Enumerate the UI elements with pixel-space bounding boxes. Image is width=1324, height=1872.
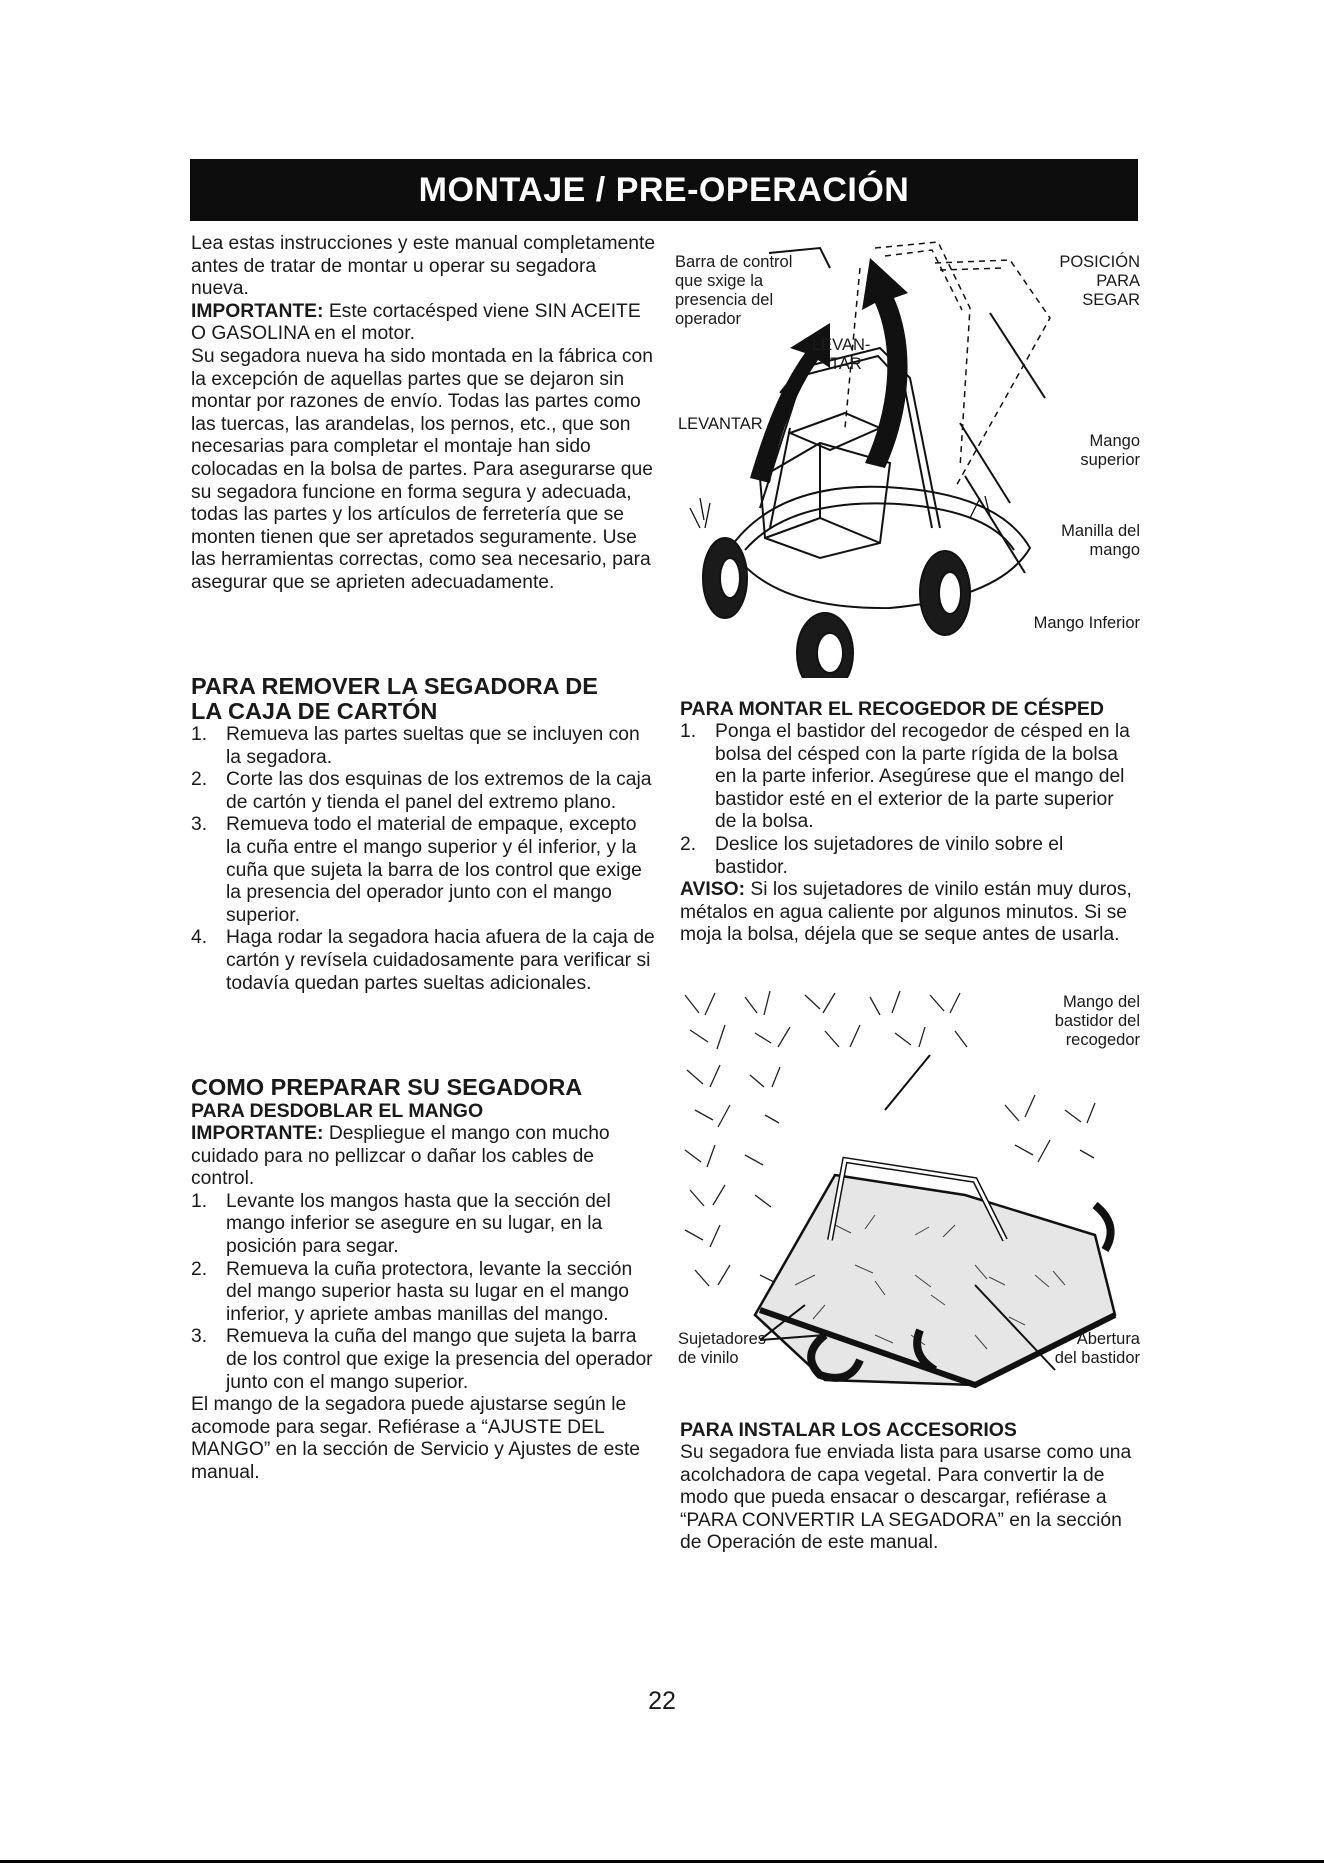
intro-important <box>191 301 656 346</box>
step-number: 2. <box>191 769 208 791</box>
step-number: 4. <box>191 927 208 949</box>
step-text: Remueva todo el material de empaque, excepto la cuña entre el mango superior y él inferior, y la cuña que sujeta la barra de los control que exige la presencia del operador junto con el mango superior. <box>226 814 642 926</box>
label-line: recogedor <box>1065 1031 1140 1049</box>
label-line: bastidor del <box>1054 1012 1140 1030</box>
notice-label: AVISO: <box>680 879 745 901</box>
notice-text: Si los sujetadores de vinilo están muy duros, métalos en agua caliente por algunos minutos. Si se moja la bolsa, déjela que se seque antes de usarla. <box>680 879 1132 946</box>
list-item <box>680 721 1140 834</box>
catcher-heading: PARA MONTAR EL RECOGEDOR DE CÉSPED <box>680 698 1104 720</box>
list-item <box>191 769 656 814</box>
important-label: IMPORTANTE: <box>191 300 324 322</box>
upper-handle-label <box>1080 432 1140 470</box>
step-number: 2. <box>191 1258 208 1280</box>
label-line: Mango del <box>1062 993 1140 1011</box>
accessories-text: Su segadora fue enviada lista para usarse como una acolchadora de capa vegetal. Para convertir la de modo que pueda ensacar o descargar, refiérase a “PARA CONVERTIR LA SEGADORA” en la sección de Operación de este manual. <box>680 1442 1132 1554</box>
important-text: Este cortacésped viene SIN ACEITE O GASOLINA en el motor. <box>191 300 641 345</box>
list-item <box>191 1259 656 1327</box>
accessories-heading: PARA INSTALAR LOS ACCESORIOS <box>680 1419 1017 1441</box>
frame-opening-label <box>1055 1330 1140 1368</box>
label-line: de vinilo <box>678 1349 739 1367</box>
intro-assembly-paragraph: Su segadora nueva ha sido montada en la fábrica con la excepción de aquellas partes que se dejaron sin montar por razones de envío. Todas las partes como las tuercas, las arandelas, los pernos, etc., que son necesarias para completar el montaje han sido colocadas en la bolsa de partes. Para asegurarse que su segadora funcione en forma segura y adecuada, todas las partes y los artículos de ferretería que se monten tienen que ser apretados seguramente. Use las herramientas correctas, como sea necesario, para asegurar que se aprieten adecuadamente. <box>191 345 653 593</box>
label-line: superior <box>1080 451 1140 469</box>
step-text: Corte las dos esquinas de los extremos de la caja de cartón y tienda el panel del extremo plano. <box>226 769 652 813</box>
label-line: Mango <box>1089 432 1140 450</box>
section-banner: MONTAJE / PRE-OPERACIÓN <box>190 159 1138 221</box>
step-text: Haga rodar la segadora hacia afuera de la caja de cartón y revísela cuidadosamente para verificar si todavía quedan partes sueltas adicionales. <box>226 927 655 994</box>
step-number: 1. <box>191 724 208 745</box>
catcher-notice <box>680 879 1140 947</box>
lift-label-lower: LEVANTAR <box>678 415 763 433</box>
intro-paragraph: Lea estas instrucciones y este manual completamente antes de tratar de montar u operar su segadora nueva. <box>191 233 656 300</box>
prepare-closing: El mango de la segadora puede ajustarse según le acomode para segar. Refiérase a “AJUSTE DEL MANGO” en la sección de Servicio y Ajustes de este manual. <box>191 1394 641 1483</box>
important-text: Despliegue el mango con mucho cuidado para no pellizcar o dañar los cables de control. <box>191 1123 610 1190</box>
label-line: PARA <box>1096 272 1140 290</box>
catcher-section <box>680 698 1140 947</box>
step-number: 2. <box>680 833 697 855</box>
remove-heading-line2: LA CAJA DE CARTÓN <box>191 698 438 724</box>
list-item <box>191 927 656 995</box>
remove-steps <box>191 724 656 995</box>
catcher-handle-label <box>1055 993 1140 1050</box>
list-item <box>191 814 656 927</box>
step-number: 1. <box>191 1190 208 1212</box>
label-line: que sxige la <box>675 272 764 290</box>
control-bar-label <box>675 253 792 329</box>
mower-handle-figure <box>670 228 1140 678</box>
step-text: Deslice los sujetadores de vinilo sobre el bastidor. <box>715 833 1064 878</box>
step-text: Ponga el bastidor del recogedor de césped en la bolsa del césped con la parte rígida de la bolsa en la parte inferior. Asegúrese que el mango del bastidor esté en el exterior de la parte superior de la bolsa. <box>715 721 1130 833</box>
label-line: mango <box>1089 541 1140 559</box>
prepare-heading: COMO PREPARAR SU SEGADORA <box>191 1074 583 1100</box>
lower-handle-label: Mango Inferior <box>1033 614 1140 632</box>
label-line: POSICIÓN <box>1059 253 1140 271</box>
label-line: SEGAR <box>1082 291 1140 309</box>
step-text: Levante los mangos hasta que la sección del mango inferior se asegure en su lugar, en la posición para segar. <box>226 1190 611 1257</box>
prepare-steps <box>191 1191 656 1394</box>
label-line: presencia del <box>675 291 774 309</box>
label-line: del bastidor <box>1054 1349 1140 1367</box>
label-line: TAR <box>830 355 862 373</box>
catcher-steps <box>680 721 1140 879</box>
list-item <box>680 834 1140 879</box>
mowing-position-label <box>1059 253 1140 310</box>
handle-knob-label <box>1061 522 1140 560</box>
vinyl-clips-label <box>678 1330 766 1368</box>
grass-catcher-figure <box>675 985 1140 1415</box>
prepare-section <box>191 1075 656 1485</box>
bottom-divider <box>0 1860 1324 1863</box>
list-item <box>191 1191 656 1259</box>
label-line: LEVAN- <box>812 336 871 354</box>
label-line: Manilla del <box>1061 522 1140 540</box>
step-number: 1. <box>680 721 697 742</box>
label-line: Abertura <box>1076 1330 1140 1348</box>
prepare-subheading: PARA DESDOBLAR EL MANGO <box>191 1100 484 1122</box>
step-text: Remueva las partes sueltas que se incluyen con la segadora. <box>226 724 640 768</box>
prepare-important <box>191 1123 656 1191</box>
label-line: Sujetadores <box>678 1330 767 1348</box>
step-text: Remueva la cuña protectora, levante la sección del mango superior hasta su lugar en el mango inferior, y apriete ambas manillas del mango. <box>226 1258 633 1325</box>
remove-section <box>191 674 656 995</box>
step-text: Remueva la cuña del mango que sujeta la barra de los control que exige la presencia del operador junto con el mango superior. <box>226 1326 653 1393</box>
accessories-section <box>680 1419 1140 1555</box>
label-line: operador <box>675 310 742 328</box>
page-number: 22 <box>648 1687 676 1715</box>
intro-section <box>191 233 656 595</box>
important-label: IMPORTANTE: <box>191 1123 324 1144</box>
list-item <box>191 724 656 769</box>
list-item <box>191 1326 656 1394</box>
step-number: 3. <box>191 814 208 836</box>
label-line: Barra de control <box>675 253 793 271</box>
remove-heading-line1: PARA REMOVER LA SEGADORA DE <box>191 673 598 699</box>
lift-label-upper <box>812 336 870 374</box>
step-number: 3. <box>191 1326 208 1348</box>
